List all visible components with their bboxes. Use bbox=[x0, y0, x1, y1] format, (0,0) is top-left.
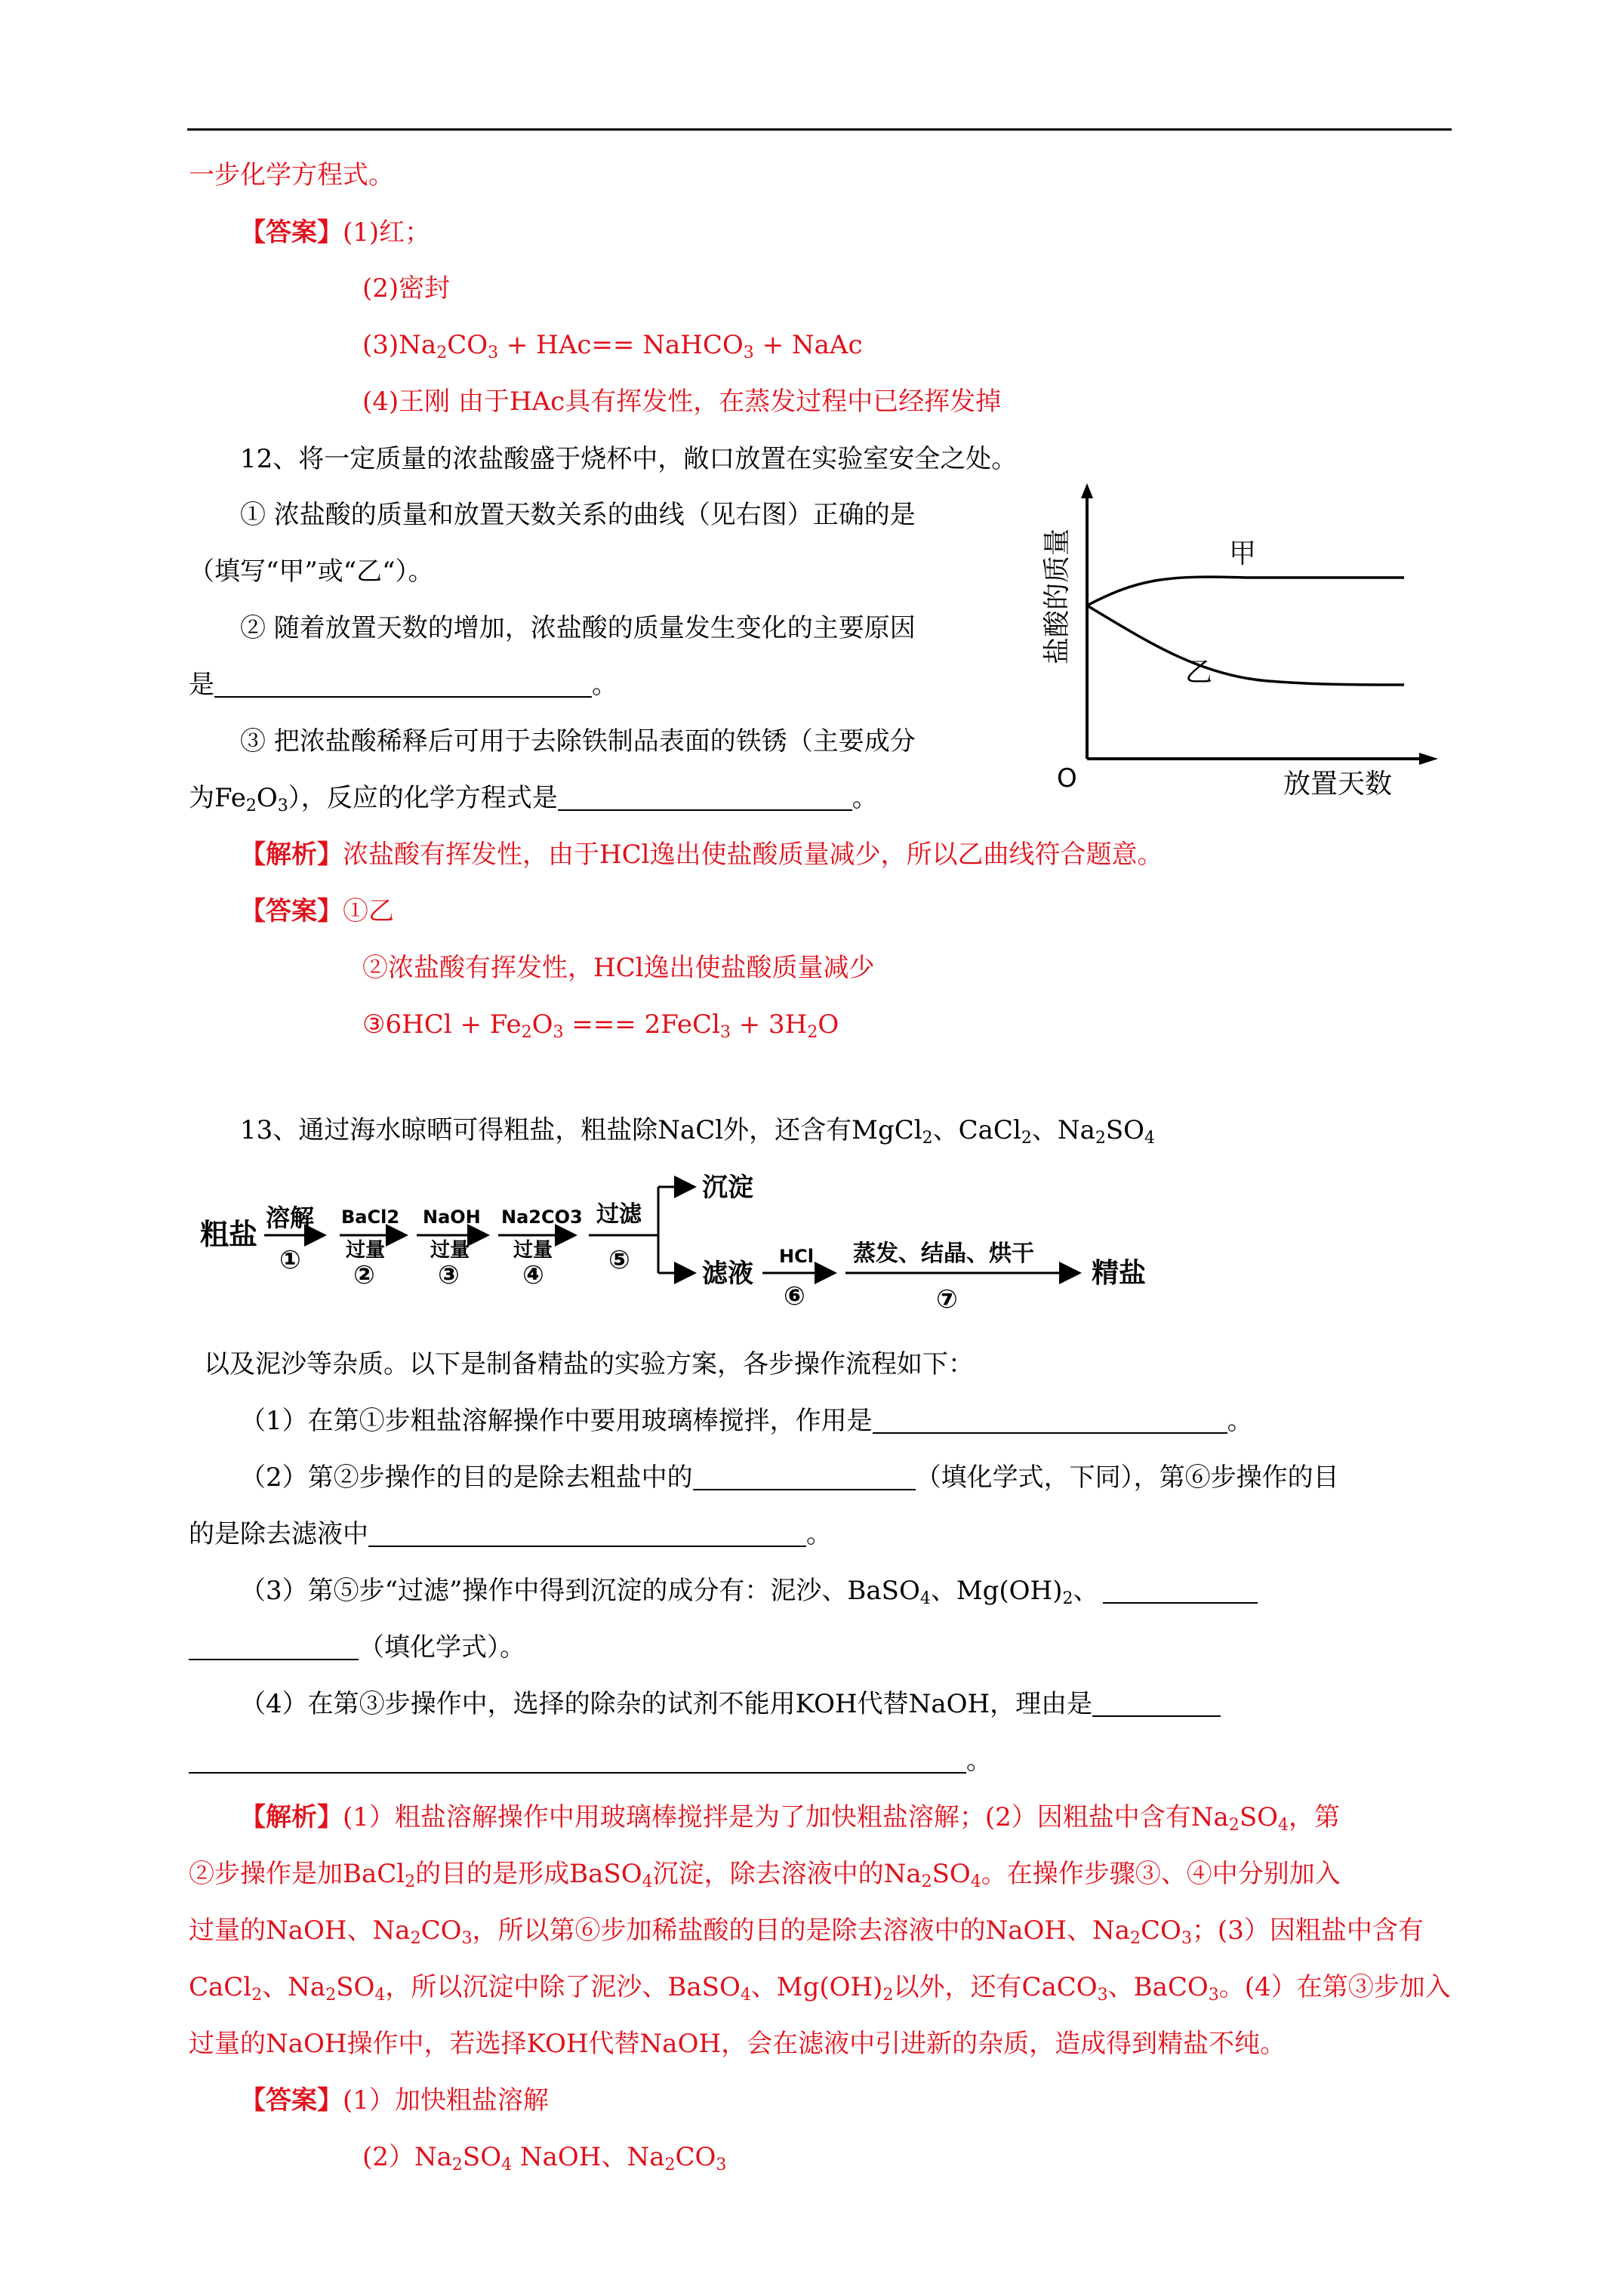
answer-blank[interactable] bbox=[1103, 1576, 1258, 1604]
q13-analysis-4: CaCl$_2$、$Na_2SO_4$，所以沉淀中除了泥沙、BaSO$_4$、$Mg(OH)_2$以外，还有CaCO$_3$、BaCO$_3$。(4）在第③步加入 bbox=[189, 1972, 1451, 2005]
origin-label: O bbox=[1057, 763, 1077, 794]
q13-analysis-3: 过量的NaOH、$Na_2CO_3$，所以第⑥步加稀盐酸的目的是除去溶液中的NaOH、$Na_2CO_3$；(3）因粗盐中含有 bbox=[189, 1915, 1424, 1948]
q11-answer-2: (2)密封 bbox=[362, 273, 451, 304]
flow-precipitate: 沉淀 bbox=[702, 1173, 753, 1203]
flow-step1-label: 溶解 bbox=[266, 1203, 315, 1232]
answer-tag: 【答案】 bbox=[240, 2085, 343, 2116]
curve-yi bbox=[1087, 606, 1404, 685]
q11-answer-1 bbox=[240, 217, 430, 248]
q12-part3-a: ③ 把浓盐酸稀释后可用于去除铁制品表面的铁锈（主要成分 bbox=[240, 726, 916, 757]
header-rule bbox=[187, 128, 1452, 131]
analysis-tag: 【解析】 bbox=[240, 840, 343, 870]
flow-step3-reagent: NaOH bbox=[423, 1207, 481, 1228]
flow-step4-num: ④ bbox=[522, 1260, 544, 1290]
q13-sub4-b: 。 bbox=[189, 1746, 992, 1776]
q12-part1-a: ① 浓盐酸的质量和放置天数关系的曲线（见右图）正确的是 bbox=[240, 500, 916, 530]
q12-part1-b: （填写“甲”或“乙“）。 bbox=[189, 556, 434, 587]
purification-flowchart bbox=[196, 1163, 1200, 1314]
answer-blank[interactable] bbox=[189, 1633, 359, 1660]
y-axis-arrow bbox=[1081, 483, 1093, 498]
flow-step5-num: ⑤ bbox=[608, 1245, 630, 1275]
answer-blank[interactable] bbox=[214, 670, 592, 698]
q12-stem: 12、将一定质量的浓盐酸盛于烧杯中，敞口放置在实验室安全之处。 bbox=[240, 444, 1018, 474]
q12-part2-a: ② 随着放置天数的增加，浓盐酸的质量发生变化的主要原因 bbox=[240, 613, 916, 643]
q12-answer-1: 【答案】①乙 bbox=[240, 896, 394, 926]
flow-step4-reagent: Na2CO3 bbox=[501, 1207, 583, 1228]
q11-answer-4: (4)王刚 由于HAc具有挥发性，在蒸发过程中已经挥发掉 bbox=[362, 387, 1002, 417]
q13-line-after-flow: 以及泥沙等杂质。以下是制备精盐的实验方案，各步操作流程如下： bbox=[204, 1349, 974, 1379]
flow-step2-excess: 过量 bbox=[346, 1239, 386, 1262]
flow-filtrate: 滤液 bbox=[702, 1259, 753, 1289]
q13-analysis-1: 【解析】(1）粗盐溶解操作中用玻璃棒搅拌是为了加快粗盐溶解；(2）因粗盐中含有$Na_2SO_4$，第 bbox=[240, 1802, 1340, 1835]
answer-blank[interactable] bbox=[873, 1407, 1227, 1434]
q13-sub1: （1）在第①步粗盐溶解操作中要用玻璃棒搅拌，作用是 。 bbox=[240, 1406, 1253, 1436]
answer-blank[interactable] bbox=[189, 1746, 966, 1774]
flow-step1-num: ① bbox=[279, 1245, 301, 1275]
curve-jia-label: 甲 bbox=[1229, 538, 1257, 569]
q11-answer-3: $(3)Na_2CO_3 + HAc==$ NaHCO$_3$ + NaAc bbox=[362, 330, 863, 362]
mass-vs-days-graph bbox=[1019, 483, 1442, 800]
q13-answer-2: $(2)Na_2SO_4$ NaOH、$Na_2CO_3$ bbox=[362, 2142, 727, 2174]
flow-step3-excess: 过量 bbox=[430, 1239, 470, 1262]
q13-sub4: （4）在第③步操作中，选择的除杂的试剂不能用KOH代替NaOH，理由是 bbox=[240, 1689, 1221, 1719]
flow-step6-reagent: HCl bbox=[779, 1246, 814, 1267]
q13-sub3-b: （填化学式）。 bbox=[189, 1632, 525, 1663]
answer-tag: 【答案】 bbox=[240, 217, 343, 248]
intro-line: 一步化学方程式。 bbox=[189, 160, 394, 190]
answer-blank[interactable] bbox=[1092, 1690, 1221, 1717]
q12-analysis: 【解析】浓盐酸有挥发性，由于HCl逸出使盐酸质量减少，所以乙曲线符合题意。 bbox=[240, 840, 1163, 870]
q13-analysis-5: 过量的NaOH操作中，若选择KOH代替NaOH，会在滤液中引进新的杂质，造成得到精盐不纯。 bbox=[189, 2029, 1286, 2059]
q12-part2-b: 是 。 bbox=[189, 670, 617, 700]
flow-step6-num: ⑥ bbox=[784, 1281, 805, 1311]
q13-answer-1: 【答案】(1）加快粗盐溶解 bbox=[240, 2085, 549, 2116]
curve-yi-label: 乙 bbox=[1185, 657, 1213, 688]
analysis-tag: 【解析】 bbox=[240, 1802, 343, 1832]
flow-step4-excess: 过量 bbox=[513, 1239, 553, 1262]
flow-end: 精盐 bbox=[1092, 1258, 1147, 1289]
flow-step5-label: 过滤 bbox=[596, 1201, 642, 1228]
q12-answer-3: ③6HCl + $Fe_2O_3$ === 2FeCl$_3$ + $3H_2O$ bbox=[362, 1009, 839, 1042]
x-axis-label: 放置天数 bbox=[1283, 769, 1393, 800]
flow-step2-num: ② bbox=[353, 1260, 375, 1290]
flow-step3-num: ③ bbox=[438, 1260, 460, 1290]
q12-answer-2: ②浓盐酸有挥发性，HCl逸出使盐酸质量减少 bbox=[362, 953, 875, 983]
answer-blank[interactable] bbox=[558, 784, 852, 811]
q12-part3-b: 为$Fe_2O_3$），反应的化学方程式是 。 bbox=[189, 783, 878, 815]
q13-sub2-a: （2）第②步操作的目的是除去粗盐中的 （填化学式，下同），第⑥步操作的目 bbox=[240, 1462, 1339, 1493]
answer-blank[interactable] bbox=[368, 1520, 806, 1547]
flow-start: 粗盐 bbox=[200, 1218, 258, 1251]
flow-step7-label: 蒸发、结晶、烘干 bbox=[853, 1240, 1034, 1267]
curve-jia bbox=[1087, 577, 1404, 606]
q13-sub3-a: （3）第⑤步“过滤”操作中得到沉淀的成分有：泥沙、BaSO$_4$、$Mg(OH)_2$、 bbox=[240, 1576, 1258, 1606]
flow-step7-num: ⑦ bbox=[936, 1284, 958, 1314]
y-axis-label: 盐酸的质量 bbox=[1042, 528, 1073, 664]
x-axis-arrow bbox=[1419, 753, 1438, 765]
answer-tag: 【答案】 bbox=[240, 896, 343, 926]
q13-stem: 13、通过海水晾晒可得粗盐，粗盐除NaCl外，还含有MgCl$_2$、CaCl$_2$、$Na_2SO_4$ bbox=[240, 1115, 1156, 1148]
answer-text: (1)红； bbox=[343, 217, 431, 248]
flow-step2-reagent: BaCl2 bbox=[341, 1207, 400, 1228]
answer-blank[interactable] bbox=[693, 1463, 916, 1490]
q13-sub2-b: 的是除去滤液中 。 bbox=[189, 1519, 832, 1549]
q13-analysis-2: ②步操作是加BaCl$_2$的目的是形成BaSO$_4$沉淀，除去溶液中的$Na_2SO_4$。在操作步骤③、④中分别加入 bbox=[189, 1859, 1341, 1891]
